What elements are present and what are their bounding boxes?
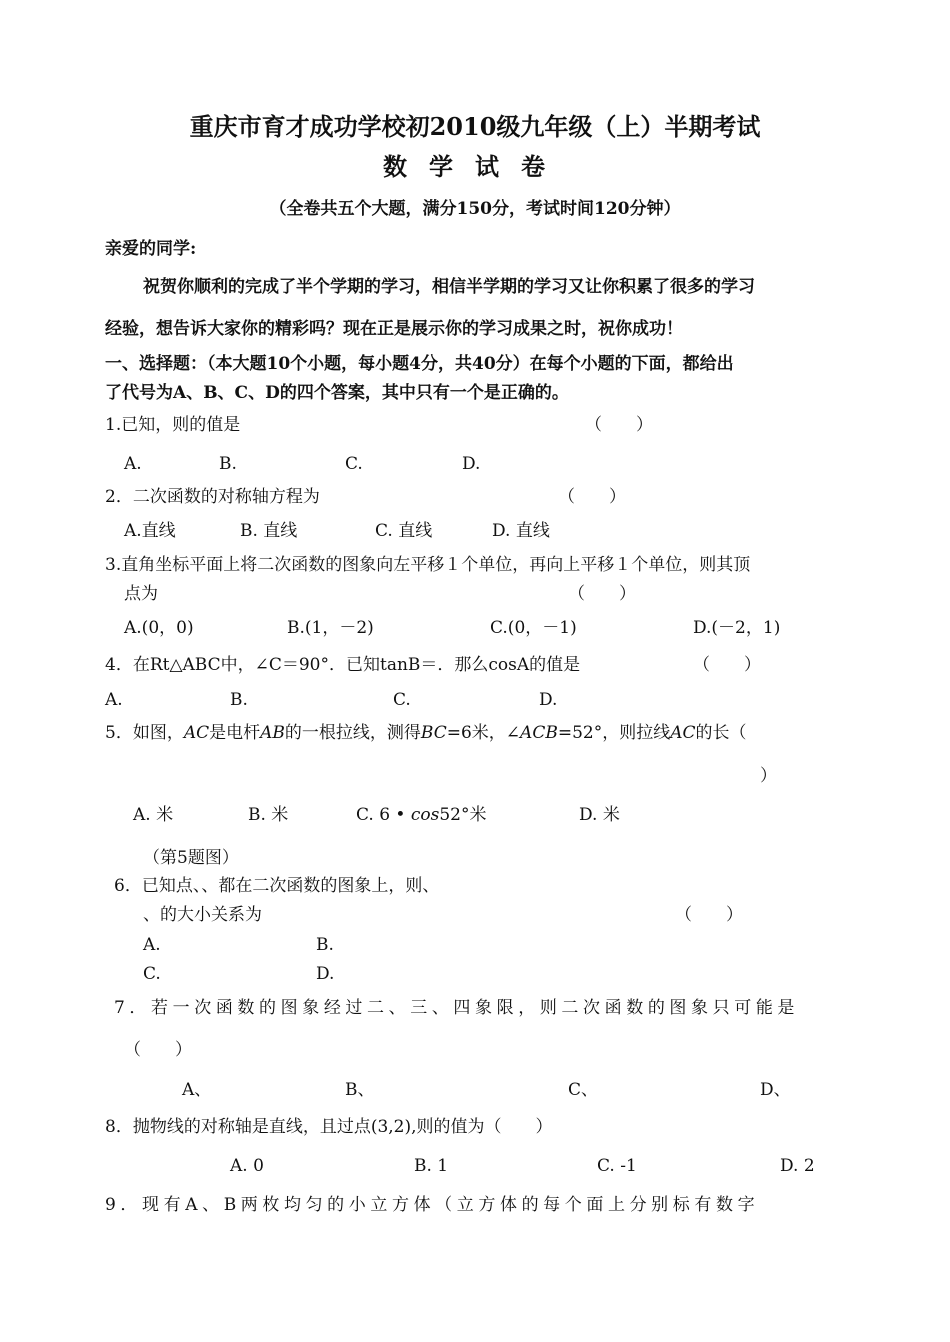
question-2-option-c: C. 直线 [375,521,433,541]
question-1-option-c: C. [345,454,363,474]
question-5-option-c-part: 52°米 [439,805,487,825]
question-2-option-d: D. 直线 [492,521,550,541]
question-3-option-d: D.(－2，1) [693,618,781,638]
question-5-text-part: 的长（ [695,723,747,743]
question-7-option-a: A、 [182,1080,212,1100]
intro-line-2: 经验，想告诉大家你的精彩吗？现在正是展示你的学习成果之时，祝你成功！ [105,319,683,339]
question-1-option-d: D. [462,454,481,474]
question-5-segment-ab: AB [260,723,285,743]
question-2-option-b: B. 直线 [240,521,298,541]
question-2-text: 2．二次函数的对称轴方程为 [105,487,320,507]
question-5-text-part: 5．如图， [105,723,184,743]
question-8-option-a: A. 0 [230,1156,264,1176]
question-5-segment-bc: BC [420,723,447,743]
question-7-option-c: C、 [568,1080,599,1100]
question-7-option-b: B、 [345,1080,375,1100]
question-5-answer-bracket-close: ） [760,766,777,786]
question-5-segment-ac: AC [670,723,696,743]
question-5-segment-ac: AC [183,723,210,743]
question-5-text [105,722,747,744]
question-5-option-c [356,804,487,826]
question-6-answer-bracket: （ ） [675,905,743,925]
question-8-option-d: D. 2 [780,1156,815,1176]
question-7-option-d: D、 [760,1080,791,1100]
question-6-option-a: A. [143,935,161,955]
question-8-text: 8．抛物线的对称轴是直线，且过点(3,2),则的值为（ ） [105,1117,553,1137]
exam-title: 重庆市育才成功学校初2010级九年级（上）半期考试 [189,112,761,141]
question-5-option-d: D. 米 [579,805,620,825]
question-2-answer-bracket: （ ） [558,487,626,507]
exam-subtitle: 数学试卷 [383,152,567,181]
question-8-option-b: B. 1 [414,1156,449,1176]
question-1-option-a: A. [124,454,142,474]
question-7-text: 7．若一次函数的图象经过二、三、四象限，则二次函数的图象只可能是 [114,998,800,1018]
question-5-text-part: 是电杆 [209,723,261,743]
section-1-heading-line-2: 了代号为A、B、C、D的四个答案，其中只有一个是正确的。 [105,383,569,403]
question-3-text-line-2: 点为 [124,584,158,604]
question-3-option-c: C.(0，－1) [490,618,577,638]
question-4-option-b: B. [230,690,248,710]
figure-5-caption: （第5题图） [143,848,239,868]
question-1-text: 1.已知，则的值是 [105,415,241,435]
question-4-option-c: C. [393,690,411,710]
question-5-text-part: =6米，∠ [446,723,521,743]
question-1-option-b: B. [219,454,237,474]
question-8-option-c: C. -1 [597,1156,637,1176]
question-5-angle-acb: ACB [520,723,558,743]
exam-note: （全卷共五个大题，满分150分，考试时间120分钟） [269,199,681,219]
question-4-answer-bracket: （ ） [693,655,761,675]
question-1-answer-bracket: （ ） [585,415,653,435]
question-5-text-part: 的一根拉线，测得 [284,723,421,743]
question-5-option-c-part: C. 6 • [356,805,411,825]
question-2-option-a: A.直线 [124,521,176,541]
question-5-option-c-cos: cos [410,805,440,825]
question-4-text: 4．在Rt△ABC中，∠C＝90°．已知tanB＝．那么cosA的值是 [105,655,581,675]
question-6-option-c: C. [143,964,161,984]
question-6-text-line-2: 、的大小关系为 [143,905,262,925]
question-5-option-a: A. 米 [133,805,174,825]
question-3-option-a: A.(0，0) [124,618,194,638]
question-5-option-b: B. 米 [248,805,289,825]
greeting: 亲爱的同学: [105,239,197,259]
question-7-answer-bracket: （ ） [124,1040,192,1060]
question-6-option-d: D. [316,964,335,984]
question-9-text: 9．现有A、B两枚均匀的小立方体（立方体的每个面上分别标有数字 [105,1195,760,1215]
question-4-option-a: A. [105,690,123,710]
intro-line-1: 祝贺你顺利的完成了半个学期的学习，相信半学期的学习又让你积累了很多的学习 [143,277,755,297]
question-3-option-b: B.(1，－2) [287,618,374,638]
question-3-answer-bracket: （ ） [568,584,636,604]
question-3-text-line-1: 3.直角坐标平面上将二次函数的图象向左平移１个单位，再向上平移１个单位，则其顶 [105,555,751,575]
question-6-text-line-1: 6．已知点、、都在二次函数的图象上，则、 [114,876,440,896]
section-1-heading-line-1: 一、选择题：（本大题10个小题，每小题4分，共40分）在每个小题的下面，都给出 [105,354,734,374]
question-6-option-b: B. [316,935,334,955]
question-5-text-part: =52°，则拉线 [557,723,671,743]
question-4-option-d: D. [539,690,558,710]
